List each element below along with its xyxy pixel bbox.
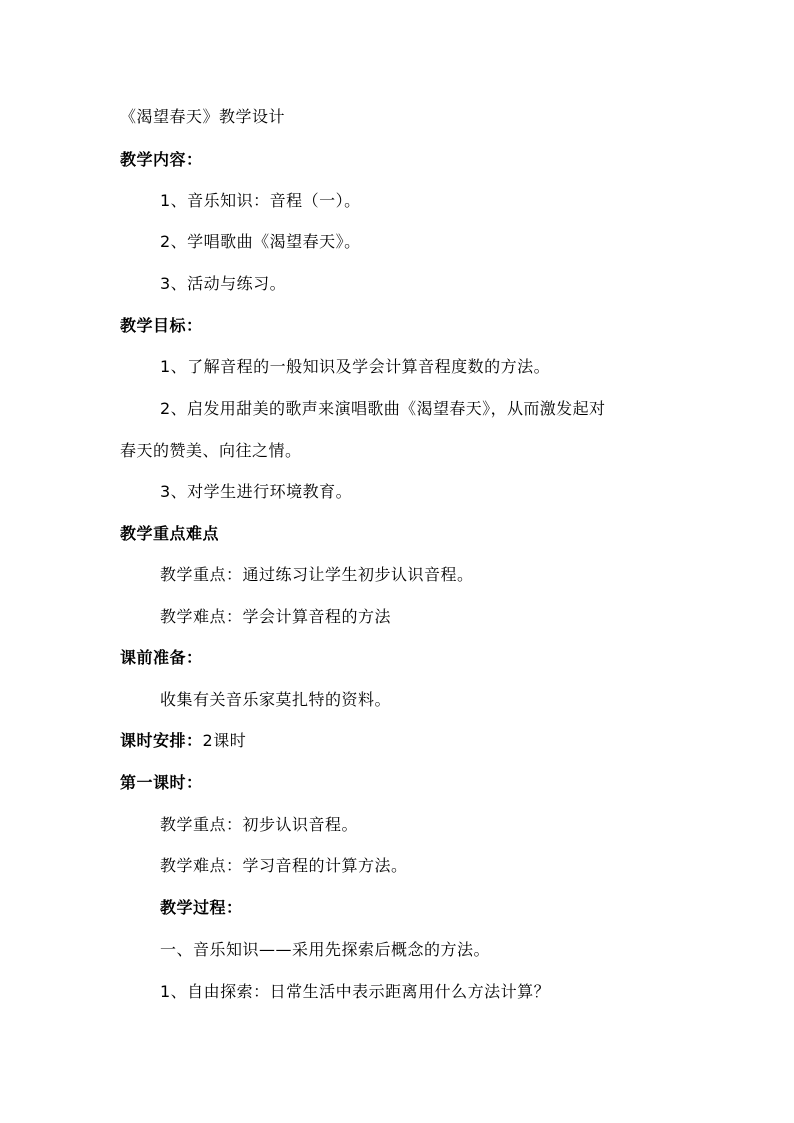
goal-item-continuation: 春天的赞美、向往之情。	[120, 441, 302, 460]
content-item: 1、音乐知识：音程（一）。	[160, 191, 361, 210]
schedule-label: 课时安排：	[120, 731, 203, 750]
lesson1-difficult: 教学难点：学习音程的计算方法。	[160, 856, 408, 875]
keypoints-heading: 教学重点难点	[120, 524, 220, 543]
document-title: 《渴望春天》教学设计	[120, 107, 286, 126]
lesson1-heading: 第一课时：	[120, 773, 203, 792]
goal-item: 1、了解音程的一般知识及学会计算音程度数的方法。	[160, 357, 551, 376]
content-heading: 教学内容：	[120, 150, 203, 169]
difficult-point: 教学难点：学会计算音程的方法	[160, 607, 392, 626]
content-item: 3、活动与练习。	[160, 274, 287, 293]
schedule-value: 2课时	[202, 731, 247, 750]
goal-item: 3、对学生进行环境教育。	[160, 482, 353, 501]
process-step: 一、音乐知识——采用先探索后概念的方法。	[160, 940, 491, 959]
schedule-line	[120, 731, 680, 751]
content-item: 2、学唱歌曲《渴望春天》。	[160, 232, 361, 251]
key-point: 教学重点：通过练习让学生初步认识音程。	[160, 565, 474, 584]
goal-item: 2、启发用甜美的歌声来演唱歌曲《渴望春天》，从而激发起对	[160, 399, 606, 418]
prep-heading: 课前准备：	[120, 648, 203, 667]
goals-heading: 教学目标：	[120, 316, 203, 335]
process-heading: 教学过程：	[160, 898, 243, 917]
process-step-item: 1、自由探索：日常生活中表示距离用什么方法计算？	[160, 982, 551, 1001]
lesson1-key: 教学重点：初步认识音程。	[160, 815, 359, 834]
prep-text: 收集有关音乐家莫扎特的资料。	[160, 690, 392, 709]
